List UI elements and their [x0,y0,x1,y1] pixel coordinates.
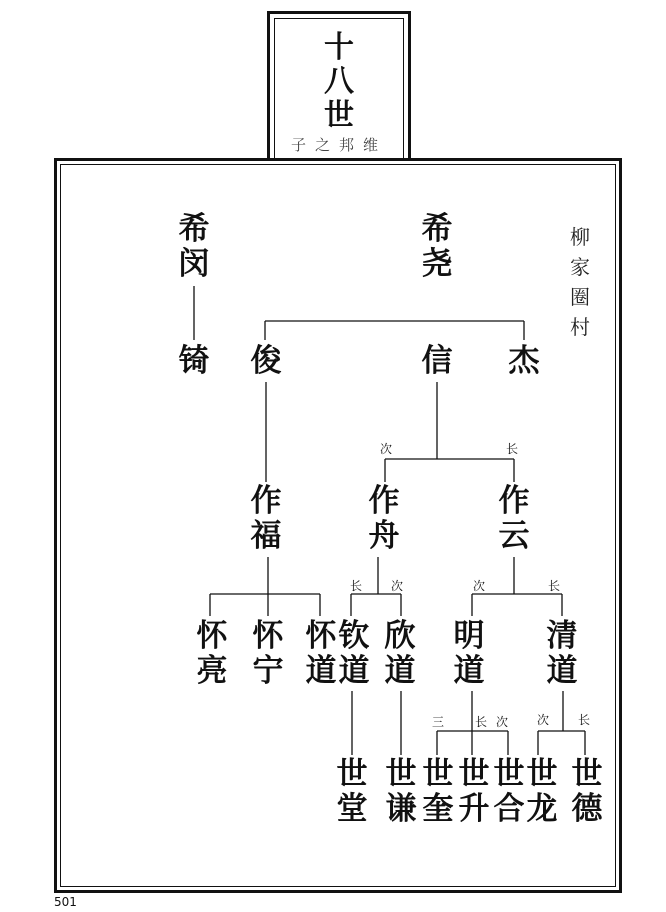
order-label: 次 [472,579,485,593]
order-label: 次 [390,579,403,593]
order-label: 次 [536,713,549,727]
person-shi-sheng: 世 升 [458,756,490,827]
person-huai-liang: 怀 亮 [196,618,228,689]
order-label: 次 [379,442,392,456]
person-shi-qian: 世 谦 [385,756,417,827]
order-label: 三 [431,715,444,729]
person-shi-tang: 世 堂 [336,756,368,827]
person-zuo-zhou: 作 舟 [368,483,400,554]
person-shi-long: 世 龙 [526,756,558,827]
person-xi-min: 希 闵 [178,211,210,282]
order-label: 长 [577,713,590,727]
person-xin: 信 [421,343,453,379]
person-jie: 杰 [508,343,540,379]
order-label: 长 [474,715,487,729]
person-shi-he: 世 合 [493,756,525,827]
village-name: 柳 家 圈 村 [570,225,590,339]
person-zuo-yun: 作 云 [498,483,530,554]
order-label: 长 [505,442,518,456]
person-shi-kui: 世 奎 [422,756,454,827]
generation-subtitle: 子之邦维 [290,136,387,154]
person-xin-dao: 欣 道 [384,618,416,689]
order-label: 长 [547,579,560,593]
generation-char-3: 世 [324,98,354,133]
person-qing-dao: 清 道 [546,618,578,689]
page-number: 501 [54,895,77,909]
person-huai-ning: 怀 宁 [252,618,284,689]
person-zuo-fu: 作 福 [250,483,282,554]
person-qi: 锜 [178,343,210,379]
person-xi-yao: 希 尧 [421,211,453,282]
person-ming-dao: 明 道 [453,618,485,689]
person-jun: 俊 [250,343,282,379]
generation-char-1: 十 [324,30,354,65]
person-qin-dao: 钦 道 [338,618,370,689]
order-label: 长 [349,579,362,593]
order-label: 次 [495,715,508,729]
generation-char-2: 八 [324,64,354,99]
person-shi-de: 世 德 [571,756,603,827]
person-huai-dao: 怀 道 [305,618,337,689]
